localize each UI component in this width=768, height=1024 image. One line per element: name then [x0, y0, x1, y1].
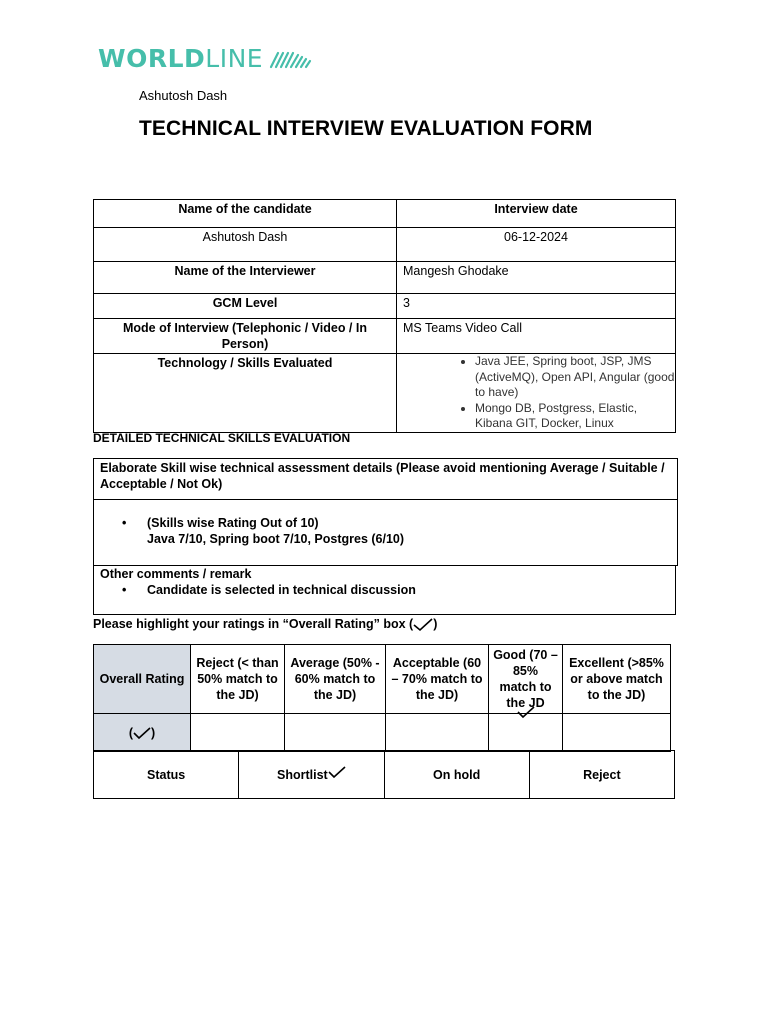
gcm-label: GCM Level	[94, 294, 397, 319]
highlight-text: Please highlight your ratings in “Overall Rating” box (	[93, 617, 414, 631]
rating-line-1: (Skills wise Rating Out of 10)	[147, 516, 319, 530]
status-table	[93, 750, 675, 799]
candidate-info-table	[93, 199, 676, 433]
shortlist-label: Shortlist	[277, 767, 328, 782]
checkmark-icon	[517, 706, 535, 719]
list-item: • Java JEE, Spring boot, JSP, JMS (ActiveMQ), Open API, Angular (good to have)	[475, 354, 675, 401]
rating-col-good-label: Good (70 – 85% match to the JD	[493, 648, 558, 710]
date-label: Interview date	[397, 200, 676, 228]
logo-wordmark: WORLDLINE	[98, 44, 264, 73]
rating-bullet	[122, 515, 404, 547]
mode-value: MS Teams Video Call	[397, 319, 676, 354]
rating-cell-average[interactable]	[285, 714, 386, 752]
tech-value	[397, 354, 676, 433]
checkmark-icon	[328, 766, 346, 779]
paren-open: (	[128, 725, 133, 740]
status-onhold[interactable]: On hold	[384, 751, 529, 799]
paren-close: )	[151, 725, 156, 740]
bullet-icon: •	[122, 583, 127, 597]
checkmark-icon	[133, 727, 151, 740]
rating-table	[93, 644, 671, 752]
logo-waves-icon	[269, 47, 315, 71]
rating-col-excellent: Excellent (>85% or above match to the JD)	[563, 645, 671, 714]
mode-label: Mode of Interview (Telephonic / Video / In Person)	[94, 319, 397, 354]
interviewer-label: Name of the Interviewer	[94, 262, 397, 294]
candidate-label: Name of the candidate	[94, 200, 397, 228]
status-reject[interactable]: Reject	[529, 751, 674, 799]
page-title: TECHNICAL INTERVIEW EVALUATION FORM	[139, 117, 593, 140]
elaborate-label: Elaborate Skill wise technical assessment details (Please avoid mentioning Average / Suitable / Acceptable / Not Ok)	[100, 461, 665, 491]
interviewer-value: Mangesh Ghodake	[397, 262, 676, 294]
list-item: • Mongo DB, Postgress, Elastic, Kibana GIT, Docker, Linux	[475, 401, 675, 432]
overall-check-cell	[94, 714, 191, 752]
rating-col-acceptable: Acceptable (60 – 70% match to the JD)	[386, 645, 489, 714]
comments-box	[93, 565, 676, 615]
rating-line-2: Java 7/10, Spring boot 7/10, Postgres (6/10)	[147, 532, 405, 546]
comment-bullet	[122, 582, 416, 598]
comment-item: Candidate is selected in technical discussion	[147, 583, 416, 597]
gcm-value: 3	[397, 294, 676, 319]
rating-cell-acceptable[interactable]	[386, 714, 489, 752]
status-label: Status	[94, 751, 239, 799]
skills-list	[397, 354, 675, 432]
overall-rating-label: Overall Rating	[94, 645, 191, 714]
highlight-instruction	[93, 617, 437, 632]
section-heading: DETAILED TECHNICAL SKILLS EVALUATION	[93, 431, 351, 445]
rating-box	[93, 498, 678, 566]
rating-col-good	[489, 645, 563, 714]
rating-cell-excellent[interactable]	[563, 714, 671, 752]
rating-cell-reject[interactable]	[191, 714, 285, 752]
date-value: 06-12-2024	[397, 228, 676, 262]
rating-cell-good[interactable]	[489, 714, 563, 752]
elaborate-box	[93, 458, 678, 500]
worldline-logo	[98, 44, 315, 74]
checkmark-icon	[413, 618, 433, 632]
candidate-value: Ashutosh Dash	[94, 228, 397, 262]
rating-col-average: Average (50% - 60% match to the JD)	[285, 645, 386, 714]
author-name: Ashutosh Dash	[139, 88, 228, 103]
rating-col-reject: Reject (< than 50% match to the JD)	[191, 645, 285, 714]
tech-label: Technology / Skills Evaluated	[94, 354, 397, 433]
bullet-icon: •	[122, 516, 127, 530]
comments-label: Other comments / remark	[100, 567, 252, 581]
highlight-text-end: )	[433, 617, 438, 631]
status-shortlist[interactable]	[239, 751, 384, 799]
